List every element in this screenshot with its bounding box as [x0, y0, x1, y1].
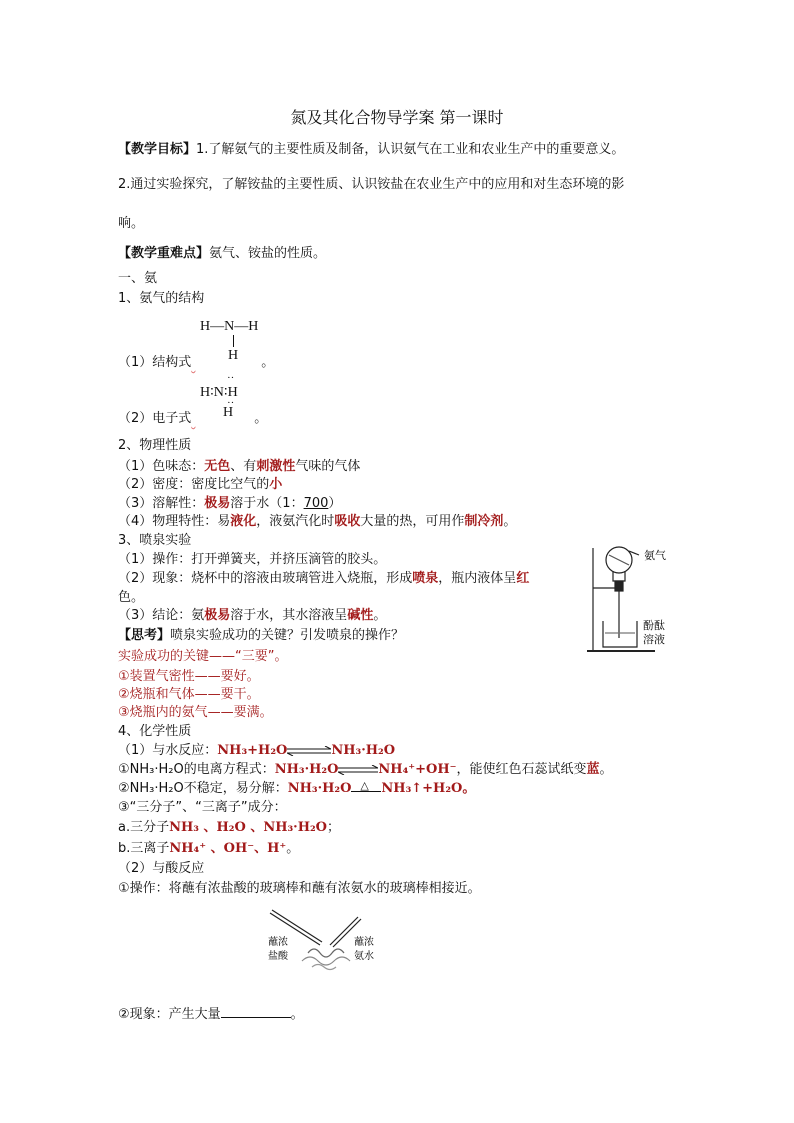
- period: 。: [254, 411, 268, 426]
- equation-rhs: NH₃·H₂O: [331, 743, 396, 758]
- phenomenon-blank: [221, 1003, 291, 1018]
- text: ②NH₃·H₂O不稳定，易分解：: [118, 781, 288, 796]
- label-left-1: 蘸浓: [268, 937, 288, 948]
- key-points-line: [118, 245, 326, 263]
- text: ）: [328, 496, 342, 511]
- equation-rhs: NH₃↑+H₂O: [381, 781, 463, 796]
- electron-dots-top: ··: [227, 372, 235, 384]
- fountain-heading: 3、喷泉实验: [118, 533, 192, 548]
- answer: 极易: [204, 496, 231, 511]
- text: 。: [462, 781, 476, 796]
- key-points-label: 【教学重难点】: [118, 246, 210, 261]
- answer: 碱性: [347, 608, 374, 623]
- bond-dash: —: [210, 319, 225, 334]
- text: 。: [599, 762, 613, 777]
- text: （1）与水反应：: [118, 743, 218, 758]
- structural-formula-line: [118, 354, 274, 372]
- text: ，瓶内液体呈: [438, 571, 517, 586]
- text: 、有: [230, 459, 257, 474]
- text: 大量的热，可用作: [360, 514, 465, 529]
- objective-1: 1.了解氨气的主要性质及制备，认识氨气在工业和农业生产中的重要意义。: [196, 142, 625, 157]
- answer: 700: [303, 496, 329, 511]
- electron-formula-line: [118, 410, 267, 428]
- decomposition-line: [118, 780, 475, 798]
- heat-arrow: [351, 778, 381, 796]
- physical-heading: 2、物理性质: [118, 438, 192, 453]
- bond-dash: —: [234, 319, 249, 334]
- chemical-heading: 4、化学性质: [118, 724, 192, 739]
- atom-h: H: [200, 319, 211, 334]
- text: （3）溶解性：: [118, 496, 205, 511]
- text: ②现象：产生大量: [118, 1007, 221, 1022]
- text: 。: [290, 1007, 304, 1022]
- think-label: 【思考】: [118, 628, 171, 643]
- electron-pair: ∶: [210, 385, 214, 400]
- text: 溶于水，其水溶液呈: [230, 608, 348, 623]
- answer: 喷泉: [412, 571, 439, 586]
- equation-rhs: NH₄⁺+OH⁻: [378, 762, 457, 777]
- electron-formula-label: （2）电子式: [118, 411, 192, 426]
- atom-n: N: [224, 319, 235, 334]
- text: 。: [373, 608, 387, 623]
- fountain-apparatus-figure: [585, 543, 680, 658]
- fountain-phenomenon: [118, 570, 529, 588]
- text: 溶于水（1：: [230, 496, 304, 511]
- think-line: [118, 627, 404, 645]
- label-right-1: 蘸浓: [354, 937, 374, 948]
- text: ；: [327, 820, 341, 835]
- label-left-2: 盐酸: [268, 951, 288, 962]
- text: （2）现象：烧杯中的溶液由玻璃管进入烧瓶，形成: [118, 571, 413, 586]
- text: ，液氨汽化时: [256, 514, 335, 529]
- atom-h: H: [200, 385, 211, 400]
- acid-phenomenon-line: [118, 1003, 304, 1024]
- delta-icon: △: [360, 778, 369, 792]
- text: （1）色味态：: [118, 459, 205, 474]
- electron-pair: ∶: [223, 385, 228, 400]
- objective-2-line-a: 2.通过实验探究，了解铵盐的主要性质、认识铵盐在农业生产中的应用和对生态环境的影: [118, 177, 625, 192]
- objective-2-line-b: 响。: [118, 216, 145, 231]
- period: 。: [261, 355, 275, 370]
- answer: 小: [269, 477, 283, 492]
- text: （3）结论：氨: [118, 608, 205, 623]
- fountain-phenomenon-cont: 色。: [118, 590, 145, 605]
- objectives-line-1: [118, 141, 624, 159]
- atom-h: H: [227, 385, 238, 400]
- text: a.三分子: [118, 820, 170, 835]
- beaker-icon: [603, 621, 637, 647]
- label-phenolphthalein: 酚酞: [643, 620, 665, 632]
- acid-reaction-heading: （2）与酸反应: [118, 861, 205, 876]
- electron-dots-bottom: ··: [227, 397, 235, 409]
- text: ①NH₃·H₂O的电离方程式：: [118, 762, 275, 777]
- answer: 极易: [204, 608, 231, 623]
- label-ammonia: 氨气: [644, 550, 666, 562]
- solubility-line: [118, 495, 341, 513]
- electron-formula-blank: [191, 410, 246, 428]
- key-1: ①装置气密性——要好。: [118, 669, 260, 684]
- think-text: 喷泉实验成功的关键？引发喷泉的操作？: [170, 628, 405, 643]
- label-right-2: 氨水: [354, 951, 374, 962]
- smoke-icon: [308, 949, 344, 957]
- answer: 蓝: [586, 762, 600, 777]
- structural-formula-label: （1）结构式: [118, 355, 192, 370]
- objectives-label: 【教学目标】: [118, 142, 197, 157]
- label-solution: 溶液: [643, 634, 665, 646]
- answer: 红: [516, 571, 530, 586]
- structural-formula-blank: [191, 354, 253, 372]
- reversible-arrow-icon: [287, 746, 331, 756]
- text: ，能使红色石蕊试纸变: [456, 762, 587, 777]
- page-title: 氮及其化合物导学案 第一课时: [290, 108, 504, 127]
- structural-formula-top: [200, 318, 258, 336]
- color-smell-line: [118, 458, 360, 476]
- equation-lhs: NH₃·H₂O: [287, 781, 352, 796]
- answer: 吸收: [334, 514, 361, 529]
- equation-lhs: NH₃+H₂O: [217, 743, 288, 758]
- text: 。: [286, 841, 300, 856]
- text: b.三离子: [118, 841, 170, 856]
- special-property-line: [118, 513, 516, 531]
- text: （2）密度：密度比空气的: [118, 477, 270, 492]
- text: 。: [503, 514, 517, 529]
- key-3: ③烧瓶内的氨气——要满。: [118, 705, 273, 720]
- density-line: [118, 476, 282, 494]
- acid-operation: ①操作：将蘸有浓盐酸的玻璃棒和蘸有浓氨水的玻璃棒相接近。: [118, 881, 481, 896]
- three-molecules-line: [118, 819, 340, 837]
- structure-heading: 1、氨气的结构: [118, 291, 205, 306]
- atom-n: N: [213, 385, 224, 400]
- fountain-conclusion: [118, 607, 386, 625]
- answer: 液化: [230, 514, 257, 529]
- water-reaction-line: [118, 742, 395, 760]
- key-points-text: 氨气、铵盐的性质。: [209, 246, 327, 261]
- key-2: ②烧瓶和气体——要干。: [118, 687, 260, 702]
- answer: 刺激性: [256, 459, 296, 474]
- reversible-arrow-icon: [338, 765, 378, 775]
- answer: 无色: [204, 459, 231, 474]
- section-ammonia-heading: 一、氨: [118, 271, 158, 286]
- answer: NH₃ 、H₂O 、NH₃·H₂O: [169, 820, 328, 835]
- atom-h-bottom: H: [228, 348, 239, 363]
- three-heading: ③“三分子”、“三离子”成分：: [118, 800, 287, 815]
- atom-h: H: [248, 319, 259, 334]
- equation-lhs: NH₃·H₂O: [274, 762, 339, 777]
- text: 气味的气体: [295, 459, 361, 474]
- atom-h-bottom-electron: H: [223, 405, 234, 420]
- fountain-operation: （1）操作：打开弹簧夹，并挤压滴管的胶头。: [118, 552, 387, 567]
- key-success-line: 实验成功的关键——“三要”。: [118, 649, 288, 664]
- text: （4）物理特性：易: [118, 514, 231, 529]
- glass-rods-figure: [262, 905, 392, 973]
- bond-vertical: [233, 335, 234, 347]
- three-ions-line: [118, 840, 299, 858]
- answer: NH₄⁺ 、OH⁻、H⁺: [169, 841, 287, 856]
- answer: 制冷剂: [464, 514, 504, 529]
